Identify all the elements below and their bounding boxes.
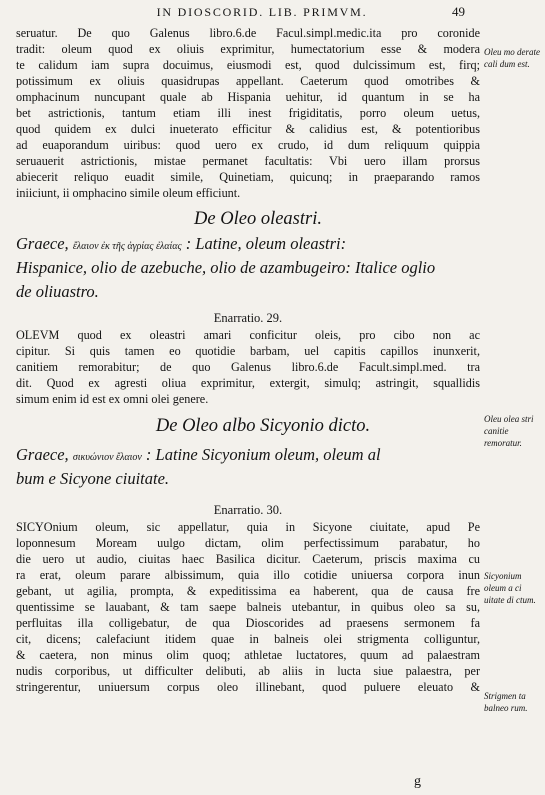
text-line: quod quidem ex dulci inueterato efficitur & calidius est, & potentioribus: [16, 122, 480, 136]
text-line: abiecerit reliquo euadit simile, Quinetiam, quicunq; in praeparando ramos: [16, 170, 480, 184]
greek-name: σικυώνιον ἔλαιον: [72, 452, 142, 463]
text-line: ad euaporandum uiribus: quod uero ex crudo, id dum reliquum quippia: [16, 138, 480, 152]
text-line: nudis corporibus, ut difficulter delibuti, ab aliis in lucta siue palaestra, per: [16, 664, 480, 678]
names-line: [16, 443, 480, 467]
text-line: cit, dicens; calefaciunt itidem quae in balneis olei strigmenta colliguntur,: [16, 632, 480, 646]
text-line: ra erat, oleum parare albissimum, quia illo cotidie uniuersa corpora inun: [16, 568, 480, 582]
text-line: loponnesum Moream uulgo dictam, olim perfectissimum parabatur, ho: [16, 536, 480, 550]
text-line: cipitur. Si quis tamen eo quotidie barbam, uel capitis capillos inunxerit,: [16, 344, 480, 358]
margin-note: Oleu mo derate cali dum est.: [484, 47, 540, 69]
latine-label: : Latine, oleum oleastri:: [185, 234, 347, 253]
text-line: dit. Quod ex agresti oliua exprimitur, extergit, simulq; astringit, squallidis: [16, 376, 480, 390]
page-number: 49: [452, 4, 465, 19]
text-line: seruauerit astrictionis, mistae permanet facultatis: Vbi uero illam prorsus: [16, 154, 480, 168]
text-line: quentissime se lauabant, & tam saepe balneis utebantur, in quibus oleo sa su,: [16, 600, 480, 614]
text-line: potissimum ex oliuis quasidrupas appellant. Caeterum quod omotribes &: [16, 74, 480, 88]
graece-label: Graece,: [16, 445, 69, 464]
latine-label: : Latine Sicyonium oleum, oleum al: [145, 445, 381, 464]
text-line: canitiem remorabitur; de quo Galenus libro.6.de Facult.simpl.med. tra: [16, 360, 480, 374]
text-line: SICYOnium oleum, sic appellatur, quia in Sicyone ciuitate, apud Pe: [16, 520, 480, 534]
text-line: bet astrictionis, tantum etiam illi inest frigiditatis, porro oleum uetus,: [16, 106, 480, 120]
main-text-column: [16, 25, 480, 695]
text-line: gebant, ut agilia, prompta, & expeditissima ea haberent, qua de causa fre: [16, 584, 480, 598]
margin-note: Oleu olea stri canitie remoratur.: [484, 414, 534, 448]
text-line: & caetera, non minus olim quoq; athletae luctatores, quum ad palaestram: [16, 648, 480, 662]
greek-name: ἔλαιον ἐκ τῆς ἀγρίας ἐλαίας: [72, 241, 182, 252]
text-line: simum enim id est ex omni olei genere.: [16, 392, 209, 406]
enarratio-label: Enarratio. 29.: [213, 311, 283, 325]
text-line: tradit: oleum quod ex oliuis exprimitur, humectatorium esse & modera: [16, 42, 480, 56]
text-line: omphacinum nuncupant quale ab Hispania uehitur, id quantum in se ha: [16, 90, 480, 104]
catchword: g: [414, 774, 421, 789]
text-line: iniiciunt, ii omphacino simile oleum efficiunt.: [16, 186, 241, 200]
text-line: die uero ut audio, ciuitas haec Basilica dicitur. Caeterum, priscis maxima cu: [16, 552, 480, 566]
text-line: OLEVM quod ex oleastri amari conficitur oleis, pro cibo non ac: [16, 328, 480, 342]
names-line-2: Hispanice, olio de azebuche, olio de azambugeiro: Italice oglio: [16, 258, 436, 277]
running-head: IN DIOSCORID. LIB. PRIMVM.: [156, 5, 368, 19]
text-line: te calidum iam supra docuimus, eiusmodi est, quod dulcissimum est, firq;: [16, 58, 480, 72]
text-line: perfluitas illa colligebatur, de qua Dioscorides ad praesens sermonem fa: [16, 616, 480, 630]
enarratio-label: Enarratio. 30.: [213, 503, 283, 517]
margin-note: Strigmen ta balneo rum.: [484, 691, 528, 713]
section-heading-sicyonio: De Oleo albo Sicyonio dicto.: [155, 416, 371, 436]
text-line: stringerentur, uniuersum corpus oleo illinebant, quod puluere eleuato &: [16, 680, 480, 694]
section-heading-oleastri: De Oleo oleastri.: [194, 209, 322, 229]
names-line: [16, 232, 480, 256]
graece-label: Graece,: [16, 234, 69, 253]
text-line: seruatur. De quo Galenus libro.6.de Facul.simpl.medic.ita pro coronide: [16, 26, 480, 40]
margin-note: Sicyonium oleum a ci uitate di ctum.: [484, 571, 536, 605]
names-line-2: bum e Sicyone ciuitate.: [16, 469, 170, 488]
names-line-3: de oliuastro.: [16, 282, 99, 301]
